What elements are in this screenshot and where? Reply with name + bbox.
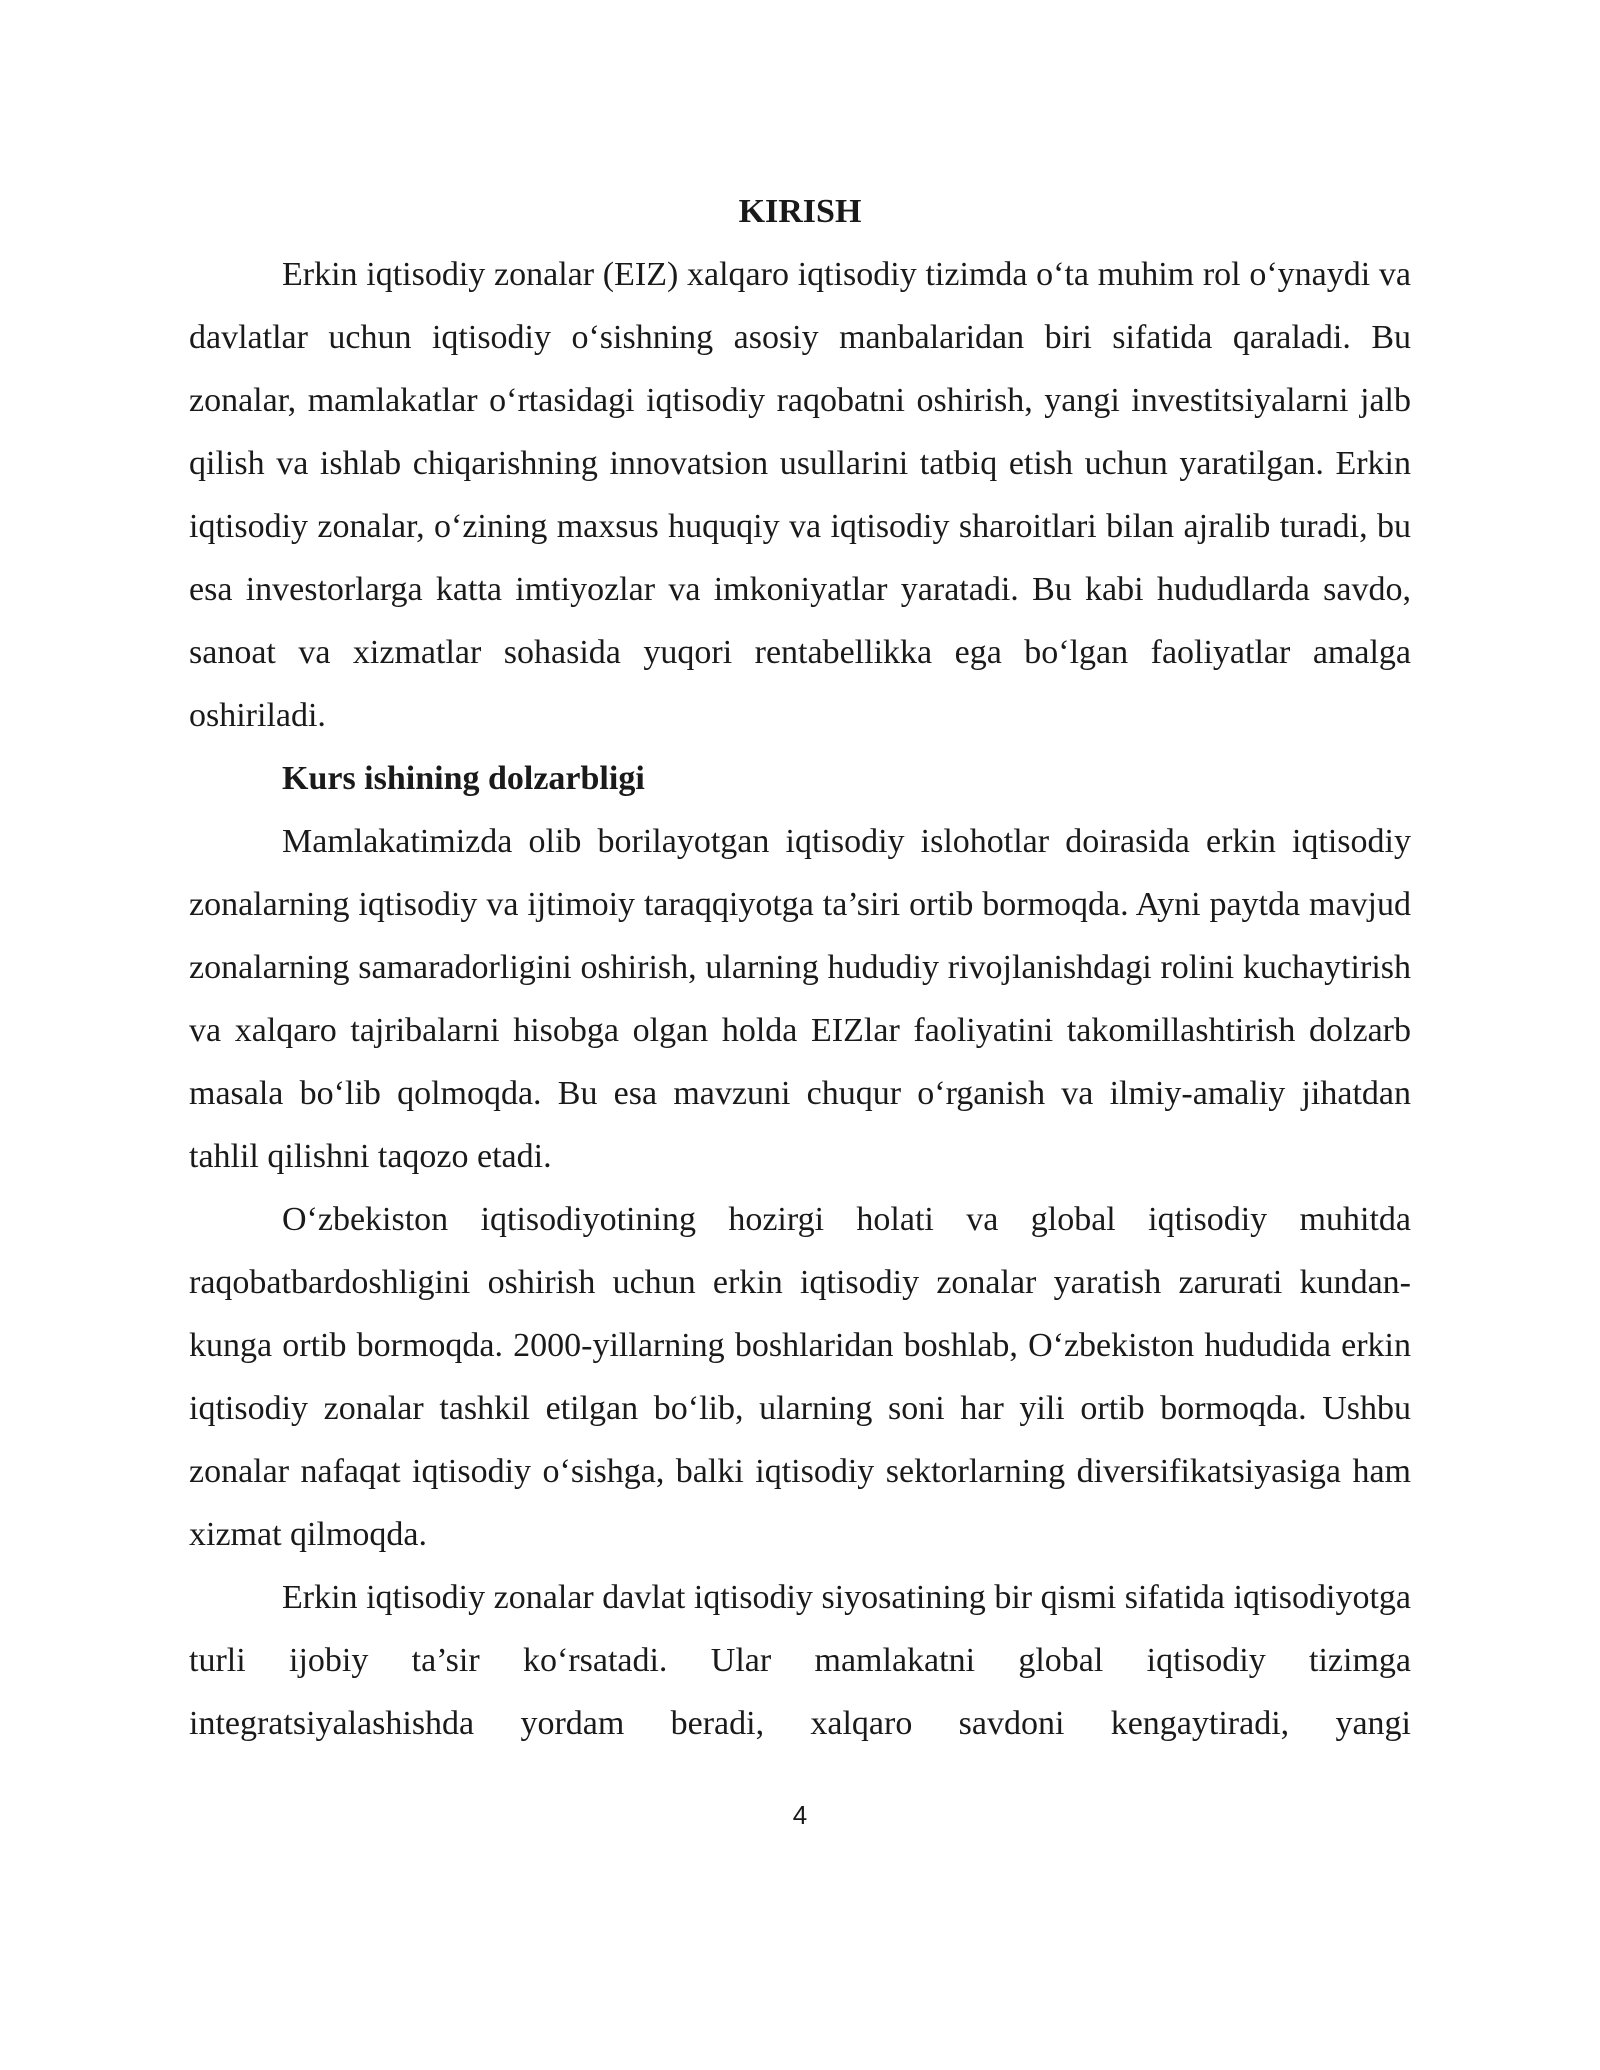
page-number: 4 bbox=[792, 1800, 808, 1830]
subheading-relevance: Kurs ishining dolzarbligi bbox=[282, 760, 645, 797]
uzbekistan-paragraph: O‘zbekiston iqtisodiyotining hozirgi holati va global iqtisodiy muhitda raqobatbardoshligini oshirish uchun erkin iqtisodiy zonalar yaratish zarurati kundan-kunga ortib bormoqda. 2000-yillarning boshlaridan boshlab, O‘zbekiston hududida erkin iqtisodiy zonalar tashkil etilgan bo‘lib, ularning soni har yili ortib bormoqda. Ushbu zonalar nafaqat iqtisodiy o‘sishga, balki iqtisodiy sektorlarning diversifikatsiyasiga ham xizmat qilmoqda. bbox=[189, 1201, 1411, 1553]
relevance-paragraph: Mamlakatimizda olib borilayotgan iqtisodiy islohotlar doirasida erkin iqtisodiy zonalarning iqtisodiy va ijtimoiy taraqqiyotga ta’siri ortib bormoqda. Ayni paytda mavjud zonalarning samaradorligini oshirish, ularning hududiy rivojlanishdagi rolini kuchaytirish va xalqaro tajribalarni hisobga olgan holda EIZlar faoliyatini takomillashtirish dolzarb masala bo‘lib qolmoqda. Bu esa mavzuni chuqur o‘rganish va ilmiy-amaliy jihatdan tahlil qilishni taqozo etadi. bbox=[189, 823, 1411, 1175]
section-title: KIRISH bbox=[738, 193, 862, 230]
policy-paragraph: Erkin iqtisodiy zonalar davlat iqtisodiy siyosatining bir qismi sifatida iqtisodiyotga turli ijobiy ta’sir ko‘rsatadi. Ular mamlakatni global iqtisodiy tizimga integratsiyalashishda yordam beradi, xalqaro savdoni kengaytiradi, yangi bbox=[189, 1579, 1411, 1742]
intro-paragraph: Erkin iqtisodiy zonalar (EIZ) xalqaro iqtisodiy tizimda o‘ta muhim rol o‘ynaydi va davlatlar uchun iqtisodiy o‘sishning asosiy manbalaridan biri sifatida qaraladi. Bu zonalar, mamlakatlar o‘rtasidagi iqtisodiy raqobatni oshirish, yangi investitsiyalarni jalb qilish va ishlab chiqarishning innovatsion usullarini tatbiq etish uchun yaratilgan. Erkin iqtisodiy zonalar, o‘zining maxsus huquqiy va iqtisodiy sharoitlari bilan ajralib turadi, bu esa investorlarga katta imtiyozlar va imkoniyatlar yaratadi. Bu kabi hududlarda savdo, sanoat va xizmatlar sohasida yuqori rentabellikka ega bo‘lgan faoliyatlar amalga oshiriladi. bbox=[189, 256, 1411, 734]
page-content bbox=[189, 186, 1411, 1755]
